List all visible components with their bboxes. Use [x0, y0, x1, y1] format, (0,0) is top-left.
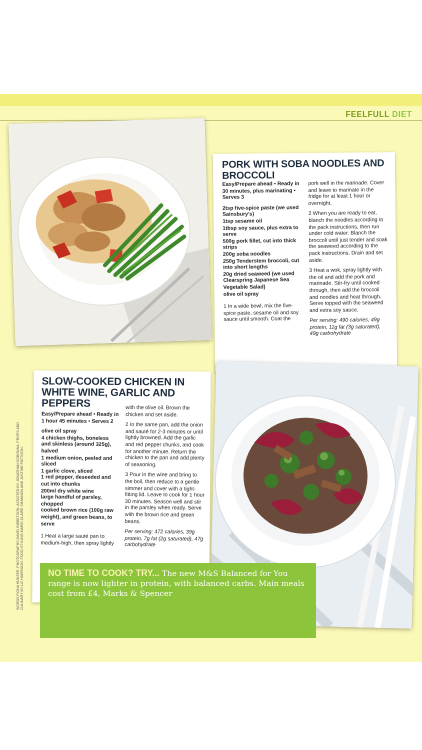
ingredient: 20g dried seaweed (we used Clearspring Japanese Sea Vegetable Salad): [223, 270, 295, 291]
ingredient: olive oil spray: [41, 428, 77, 435]
ingredient: 1tsp sesame oil: [222, 218, 263, 225]
ingredient: 250g Tenderstem broccoli, cut into short lengths: [222, 257, 300, 271]
chicken-recipe-meta: Easy/Prepare ahead • Ready in 1 hour 45 minutes • Serves 2: [41, 411, 119, 425]
promo-lead: NO TIME TO COOK? TRY...: [48, 568, 160, 578]
method-step: 2 In the same pan, add the onion and sauté for 2-3 minutes or until lightly browned. Add the garlic and red pepper chunks, and cook for another minute. Return the chicken to the pan and add plenty of seasoning.: [125, 422, 205, 468]
pork-recipe-column-right: [308, 180, 390, 342]
nutrition-info: Per serving: 472 calories, 39g protein, 7g fat (2g saturated), 47g carbohydrate: [124, 529, 204, 549]
method-step-continued: with the olive oil. Brown the chicken and set aside.: [125, 405, 190, 418]
ingredient: olive oil spray: [223, 290, 259, 298]
pork-recipe-card: [213, 152, 397, 372]
pork-recipe-title: PORK WITH SOBA NOODLES AND BROCCOLI: [221, 158, 385, 182]
chicken-dish-photo: [9, 118, 212, 346]
method-step: 3 Pour in the wine and bring to the boil, then reduce to a gentle simmer and cover with a tight-fitting lid. Leave to cook for 1 hour 30 minutes. Season well and stir in the parsley when ready. Serve with the brown rice and green beans.: [124, 472, 205, 525]
promo-text: [48, 568, 308, 599]
ingredient: 1 garlic clove, sliced: [41, 468, 93, 475]
pork-recipe-meta: Easy/Prepare ahead • Ready in 30 minutes, plus marinating • Serves 3: [222, 181, 300, 202]
ingredient: 1 medium onion, peeled and sliced: [41, 455, 113, 468]
section-header: [346, 110, 412, 119]
ingredient: 200ml dry white wine: [40, 487, 94, 495]
top-stripe: [0, 94, 422, 106]
magazine-page: [0, 94, 422, 662]
method-step: 1 In a wide bowl, mix the five-spice paste, sesame oil and soy sauce until smooth. Coat the: [223, 303, 299, 324]
nutrition-info: Per serving: 490 calories, 49g protein, 11g fat (3g saturated), 49g carbohydrate: [309, 317, 381, 338]
ingredient: 200g soba noodles: [222, 251, 271, 258]
photo-credits: WORDS FIONA HUNTER. PHOTOGRAPHS DAVID GIBBETSON. ASSISTED BY JONATHAN OGBONNA. PROPS AND CULINARY BY LIZ HARRISON. FOOD STYLING MARIE-CLAIRE SHANNON AND JUSTINE PATTISON.: [16, 422, 25, 610]
method-step: 3 Heat a wok, spray lightly with the oil and add the pork and marinade. Stir-fry until cooked through, then add the broccoli and noodles and heat through. Serve topped with the seaweed and extra soy sauce.: [309, 267, 384, 314]
header-rule: [0, 120, 422, 121]
section-name: FEELFULL: [345, 110, 390, 119]
ingredient: cooked brown rice (100g raw weight), and green beans, to serve: [40, 507, 114, 528]
ingredient: 1 red pepper, deseeded and cut into chunks: [40, 474, 111, 488]
ingredient: 2tsp five-spice paste (we used Sainsbury's): [222, 204, 299, 219]
ingredient: 500g pork fillet, cut into thick strips: [222, 237, 297, 252]
method-step-continued: pork well in the marinade. Cover and leave to marinate in the fridge for at least 1 hour or overnight.: [308, 180, 385, 207]
promo-box: [40, 563, 316, 638]
pork-recipe-column-left: [222, 181, 302, 328]
ingredient: 1tbsp soy sauce, plus extra to serve: [222, 224, 299, 239]
subsection-name: DIET: [392, 110, 412, 119]
promo-body: The new M&S Balanced for You range is now lighter in protein, with balanced carbs. Main meals cost from £4, Marks & Spencer: [48, 569, 305, 598]
chicken-recipe-title: SLOW-COOKED CHICKEN IN WHITE WINE, GARLIC AND PEPPERS: [41, 375, 185, 410]
ingredient: large handful of parsley, chopped: [40, 494, 102, 508]
method-step: 2 When you are ready to eat, blanch the noodles according to the pack instructions, then run under cold water. Blanch the broccoli until just tender and soak the seaweed according to the pack instructions. Drain and set aside.: [308, 210, 388, 264]
ingredient: 4 chicken thighs, boneless and skinless (around 325g), halved: [41, 435, 112, 455]
method-step: 1 Heat a large sauté pan to medium-high, then spray lightly: [40, 533, 114, 547]
chicken-recipe-column-left: [41, 411, 120, 551]
chicken-recipe-column-right: [125, 405, 206, 553]
